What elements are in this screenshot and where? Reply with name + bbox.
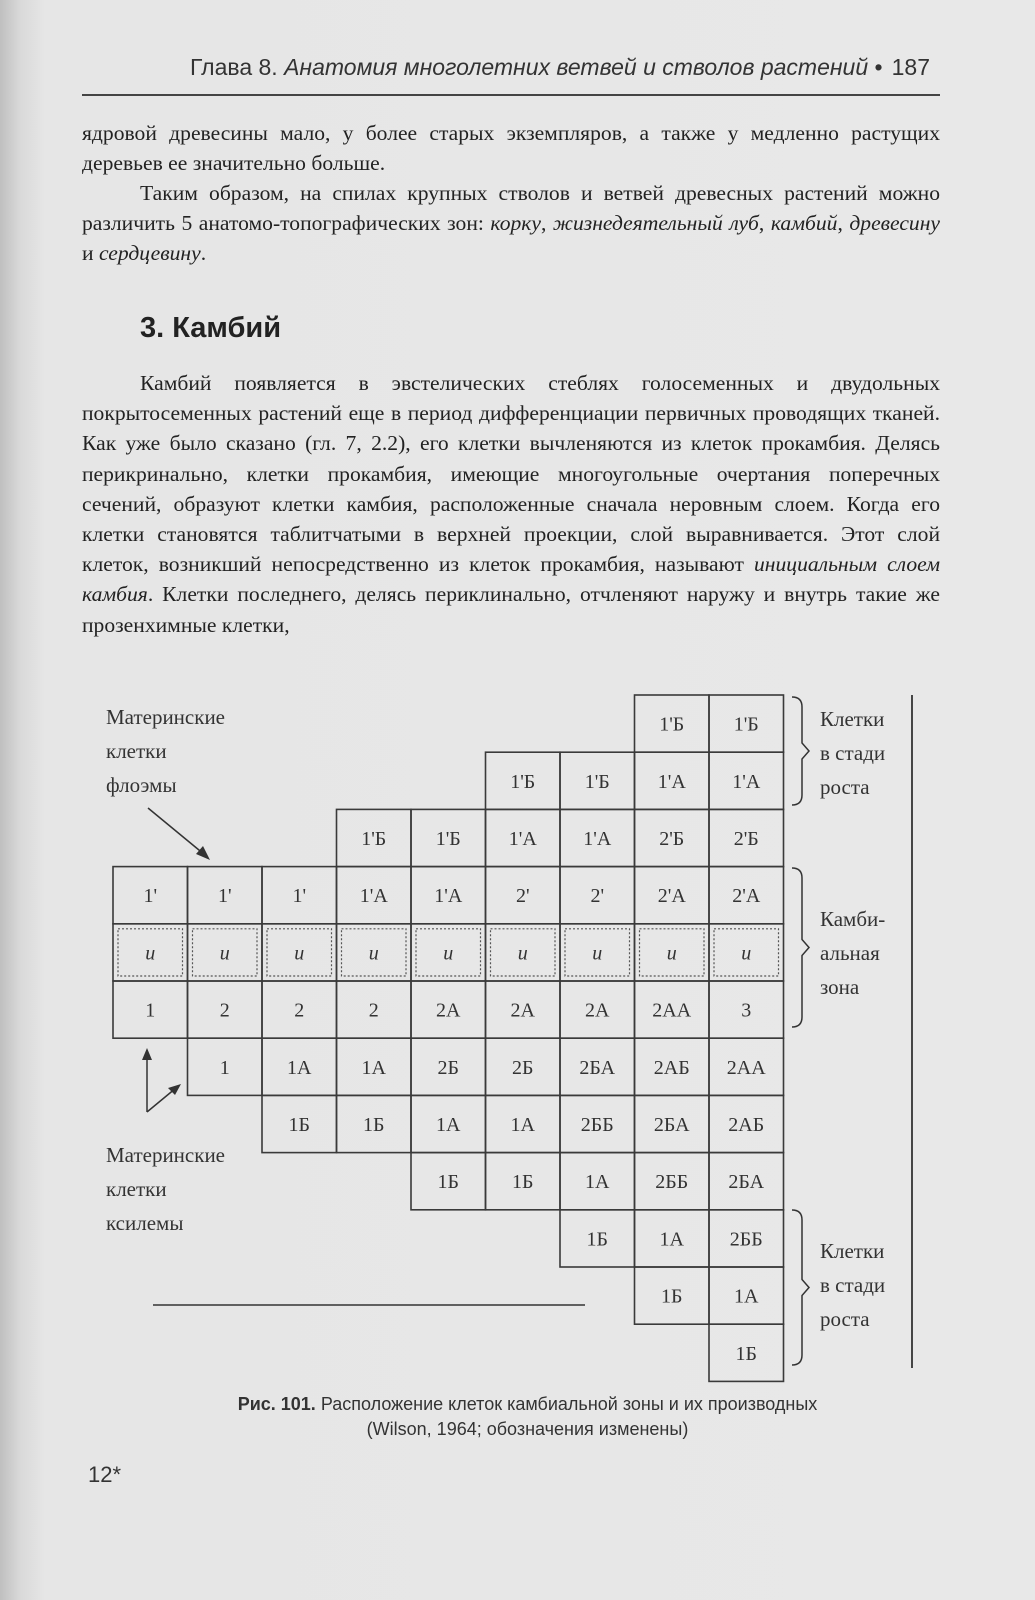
cell-label: и <box>368 942 379 965</box>
cell-label: 1 <box>219 1056 230 1079</box>
brace-growth-top <box>792 697 809 805</box>
cell-label: 2'Б <box>659 828 685 850</box>
cell-label: 2БА <box>653 1114 690 1136</box>
caption-label: Рис. 101. <box>237 1394 316 1414</box>
cell-label: 1Б <box>363 1114 385 1136</box>
cell-label: и <box>145 942 156 965</box>
cell-label: и <box>517 942 528 965</box>
cell-label: 1А <box>361 1056 386 1079</box>
cell-label: 1А <box>659 1228 684 1251</box>
cell-label: и <box>666 942 677 965</box>
arrow-phloem <box>148 808 205 855</box>
cell-label: 2А <box>436 999 461 1022</box>
cell-label: 2Б <box>437 1056 459 1079</box>
paragraph-3-text: Камбий появляется в эвстелических стеблях голосеменных и двудольных покрытосеменных растений еще в период дифференциации первичных проводящих тканей. Как уже было сказано (гл. 7, 2.2), его клетки вычленяются из клеток прокамбия. Делясь перикринально, клетки прокамбия, имеющие многоугольные очертания поперечных сечений, образуют клетки камбия, расположенные сначала неровным слоем. Когда его клетки становятся таблитчатыми в верхней проекции, слой выравнивается. Этот слой клеток, возникший непосредственно из клеток прокамбия, называют инициальным слоем камбия. Клетки последнего, делясь периклинально, отчленяют наружу и внутрь такие же прозенхимные клетки, <box>82 371 940 637</box>
cell-label: 1А <box>510 1114 535 1136</box>
cell-label: 1'А <box>732 770 761 793</box>
cell-label: 2ББ <box>729 1228 763 1251</box>
arrow-xylem-up-head <box>142 1048 152 1060</box>
cell-label: 1' <box>143 885 158 908</box>
cell-label: 1А <box>436 1114 461 1136</box>
cell-label: 2 <box>219 999 230 1022</box>
cell-label: 1Б <box>735 1342 757 1365</box>
cell-label: 1' <box>217 885 232 908</box>
cell-label: 2Б <box>512 1056 534 1079</box>
cell-label: 2'А <box>657 885 686 908</box>
label-phloem-mother-cells: Материнские клетки флоэмы <box>106 705 226 797</box>
header-bullet: • <box>874 54 883 80</box>
cell-label: 1'Б <box>659 713 685 736</box>
cell-label: 2ББ <box>580 1114 614 1136</box>
page-number: 187 <box>891 54 930 80</box>
caption-line-2: (Wilson, 1964; обозначения изменены) <box>366 1419 689 1439</box>
cell-label: 2БА <box>728 1171 765 1194</box>
cell-label: 1'Б <box>584 770 610 793</box>
cell-label: 2АБ <box>728 1114 765 1136</box>
cell-label: 2ББ <box>655 1171 689 1194</box>
section-title: 3. Камбий <box>140 312 282 344</box>
cell-label: 1'А <box>359 885 388 908</box>
label-cambial-zone: Камби- альная зона <box>820 907 886 999</box>
cell-label: 1Б <box>437 1171 459 1194</box>
cell-label: 1'Б <box>510 770 536 793</box>
cell-label: 2 <box>294 999 305 1022</box>
cell-label: 1Б <box>661 1285 683 1308</box>
cell-label: 1'А <box>657 770 686 793</box>
cell-label: 1Б <box>288 1114 310 1136</box>
cell-label: 1'Б <box>733 713 759 736</box>
cell-label: и <box>294 942 305 965</box>
paragraph-1-text: ядровой древесины мало, у более старых экземпляров, а также у медленно растущих деревьев ее значительно больше. <box>82 121 940 176</box>
cell-label: 1'Б <box>361 828 387 850</box>
cell-label: 2АА <box>652 999 692 1022</box>
cell-label: 2АБ <box>653 1056 690 1079</box>
cell-label: 1'Б <box>435 828 461 850</box>
cell-label: и <box>219 942 230 965</box>
caption-line-1: Расположение клеток камбиальной зоны и их производных <box>320 1394 818 1414</box>
cell-label: 2'А <box>732 885 761 908</box>
cell-label: 1'А <box>434 885 463 908</box>
cell-label: 1 <box>145 999 156 1022</box>
label-growth-top: Клетки в стади роста <box>820 707 886 799</box>
brace-growth-bottom <box>792 1210 809 1365</box>
cell-label: 1'А <box>508 828 537 850</box>
cell-label: 2А <box>510 999 535 1022</box>
cell-label: 2'Б <box>733 828 759 850</box>
signature-mark: 12* <box>88 1462 122 1487</box>
cell-label: 2' <box>515 885 530 908</box>
cell-label: и <box>741 942 752 965</box>
cell-label: 2' <box>590 885 605 908</box>
header-title: Анатомия многолетних ветвей и стволов растений <box>284 54 869 80</box>
label-xylem-mother-cells: Материнские клетки ксилемы <box>106 1143 226 1235</box>
cell-label: и <box>592 942 603 965</box>
cell-label: 2 <box>368 999 379 1022</box>
cell-label: 1А <box>734 1285 759 1308</box>
header-chapter: Глава 8. <box>190 54 278 80</box>
label-growth-bottom: Клетки в стади роста <box>820 1239 886 1331</box>
cell-label: 3 <box>741 999 752 1022</box>
figure-caption <box>120 1392 935 1442</box>
cell-label: 1'А <box>583 828 612 850</box>
brace-cambial-zone <box>792 868 809 1027</box>
cell-label: 2АА <box>726 1056 766 1079</box>
cell-label: 1Б <box>512 1171 534 1194</box>
cell-label: 1А <box>287 1056 312 1079</box>
arrow-phloem-head <box>196 846 210 860</box>
cell-label: 2А <box>585 999 610 1022</box>
cell-label: и <box>443 942 454 965</box>
cell-label: 1' <box>292 885 307 908</box>
paragraph-2-text: Таким образом, на спилах крупных стволов и ветвей древесных растений можно различить 5 анатомо-топографических зон: корку, жизнедеятельный луб, камбий, древесину и сердцевину. <box>82 181 941 266</box>
cell-label: 1Б <box>586 1228 608 1251</box>
cell-label: 1А <box>585 1171 610 1194</box>
cell-label: 2БА <box>579 1056 616 1079</box>
